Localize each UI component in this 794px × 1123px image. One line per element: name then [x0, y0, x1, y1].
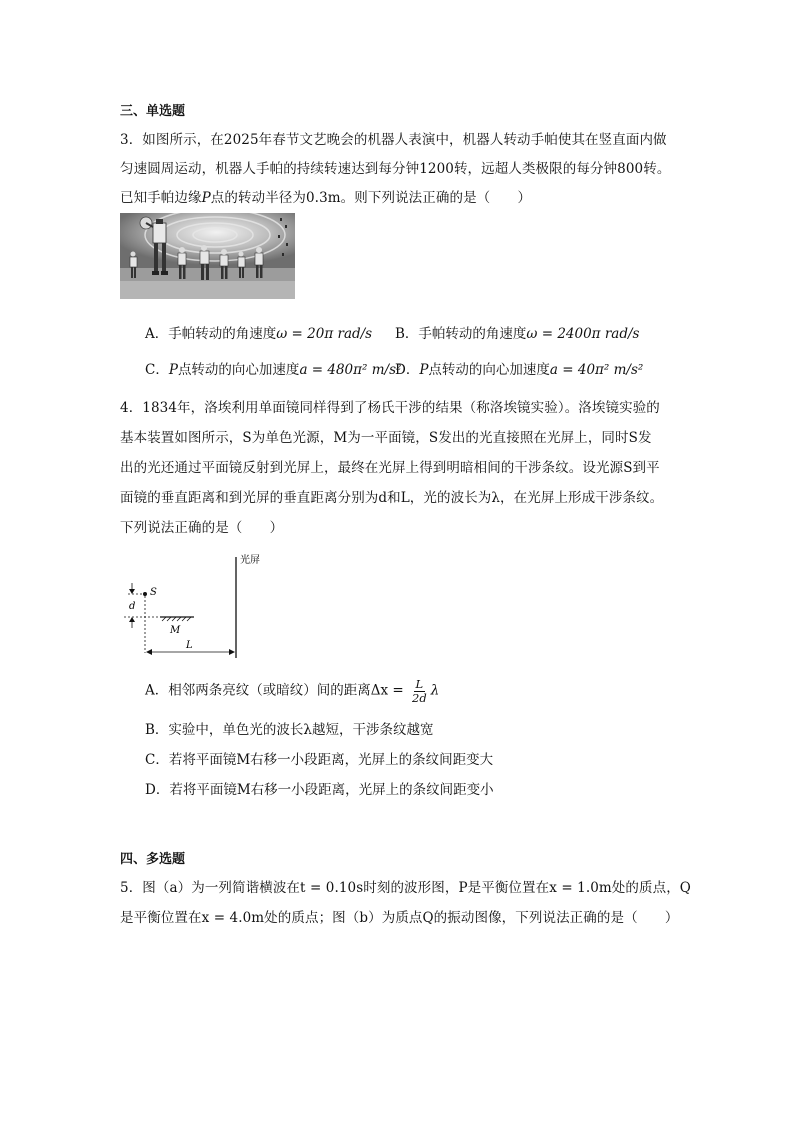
fraction-l-over-2d: $\frac{L}{2d}$ — [412, 677, 427, 705]
q4-line-4: 面镜的垂直距离和到光屏的垂直距离分别为d和L，光的波长为λ，在光屏上形成干涉条纹。 — [120, 490, 664, 506]
q4-option-d[interactable]: D．若将平面镜M右移一小段距离，光屏上的条纹间距变小 — [145, 782, 494, 798]
q5-line-1: 5．图（a）为一列简谐横波在t = 0.10s时刻的波形图，P是平衡位置在x = 1.0m处的质点，Q — [120, 880, 691, 896]
q3-option-a[interactable]: A．手帕转动的角速度ω = 20π rad/s — [145, 326, 373, 342]
q4-line-3: 出的光还通过平面镜反射到光屏上，最终在光屏上得到明暗相间的干涉条纹。设光源S到平 — [120, 460, 660, 476]
d-label: d — [129, 601, 136, 612]
q4-option-b[interactable]: B．实验中，单色光的波长λ越短，干涉条纹越宽 — [145, 722, 434, 738]
q4-line-1: 4．1834年，洛埃利用单面镜同样得到了杨氏干涉的结果（称洛埃镜实验）。洛埃镜实验的 — [120, 400, 660, 416]
q3-line-3: 已知手帕边缘P点的转动半径为0.3m。则下列说法正确的是（ ） — [120, 190, 532, 206]
q5-line-2: 是平衡位置在x = 4.0m处的质点；图（b）为质点Q的振动图像，下列说法正确的是（ ） — [120, 910, 679, 926]
q4-option-c[interactable]: C．若将平面镜M右移一小段距离，光屏上的条纹间距变大 — [145, 752, 494, 768]
lloyd-mirror-diagram — [118, 555, 278, 663]
q3-line-2: 匀速圆周运动，机器人手帕的持续转速达到每分钟1200转，远超人类极限的每分钟800转。 — [120, 161, 671, 177]
q3-option-c[interactable]: C．P点转动的向心加速度a = 480π² m/s² — [145, 362, 402, 378]
screen-label: 光屏 — [240, 555, 260, 566]
section-title-multi-choice: 四、多选题 — [120, 852, 186, 867]
q3-option-b[interactable]: B．手帕转动的角速度ω = 2400π rad/s — [395, 326, 640, 342]
source-label: S — [150, 587, 157, 598]
section-title-single-choice: 三、单选题 — [120, 104, 186, 119]
q3-option-d[interactable]: D．P点转动的向心加速度a = 40π² m/s² — [395, 362, 644, 378]
q4-option-a[interactable]: A．相邻两条亮纹（或暗纹）间的距离Δx = $\frac{L}{2d}$ λ — [145, 677, 440, 705]
q4-line-5: 下列说法正确的是（ ） — [120, 520, 284, 536]
mirror-label: M — [170, 625, 181, 636]
robot-performance-photo — [120, 213, 295, 299]
q4-line-2: 基本装置如图所示，S为单色光源，M为一平面镜，S发出的光直接照在光屏上，同时S发 — [120, 430, 652, 446]
l-label: L — [186, 640, 193, 651]
q3-line-1: 3．如图所示，在2025年春节文艺晚会的机器人表演中，机器人转动手帕使其在竖直面内做 — [120, 132, 667, 148]
